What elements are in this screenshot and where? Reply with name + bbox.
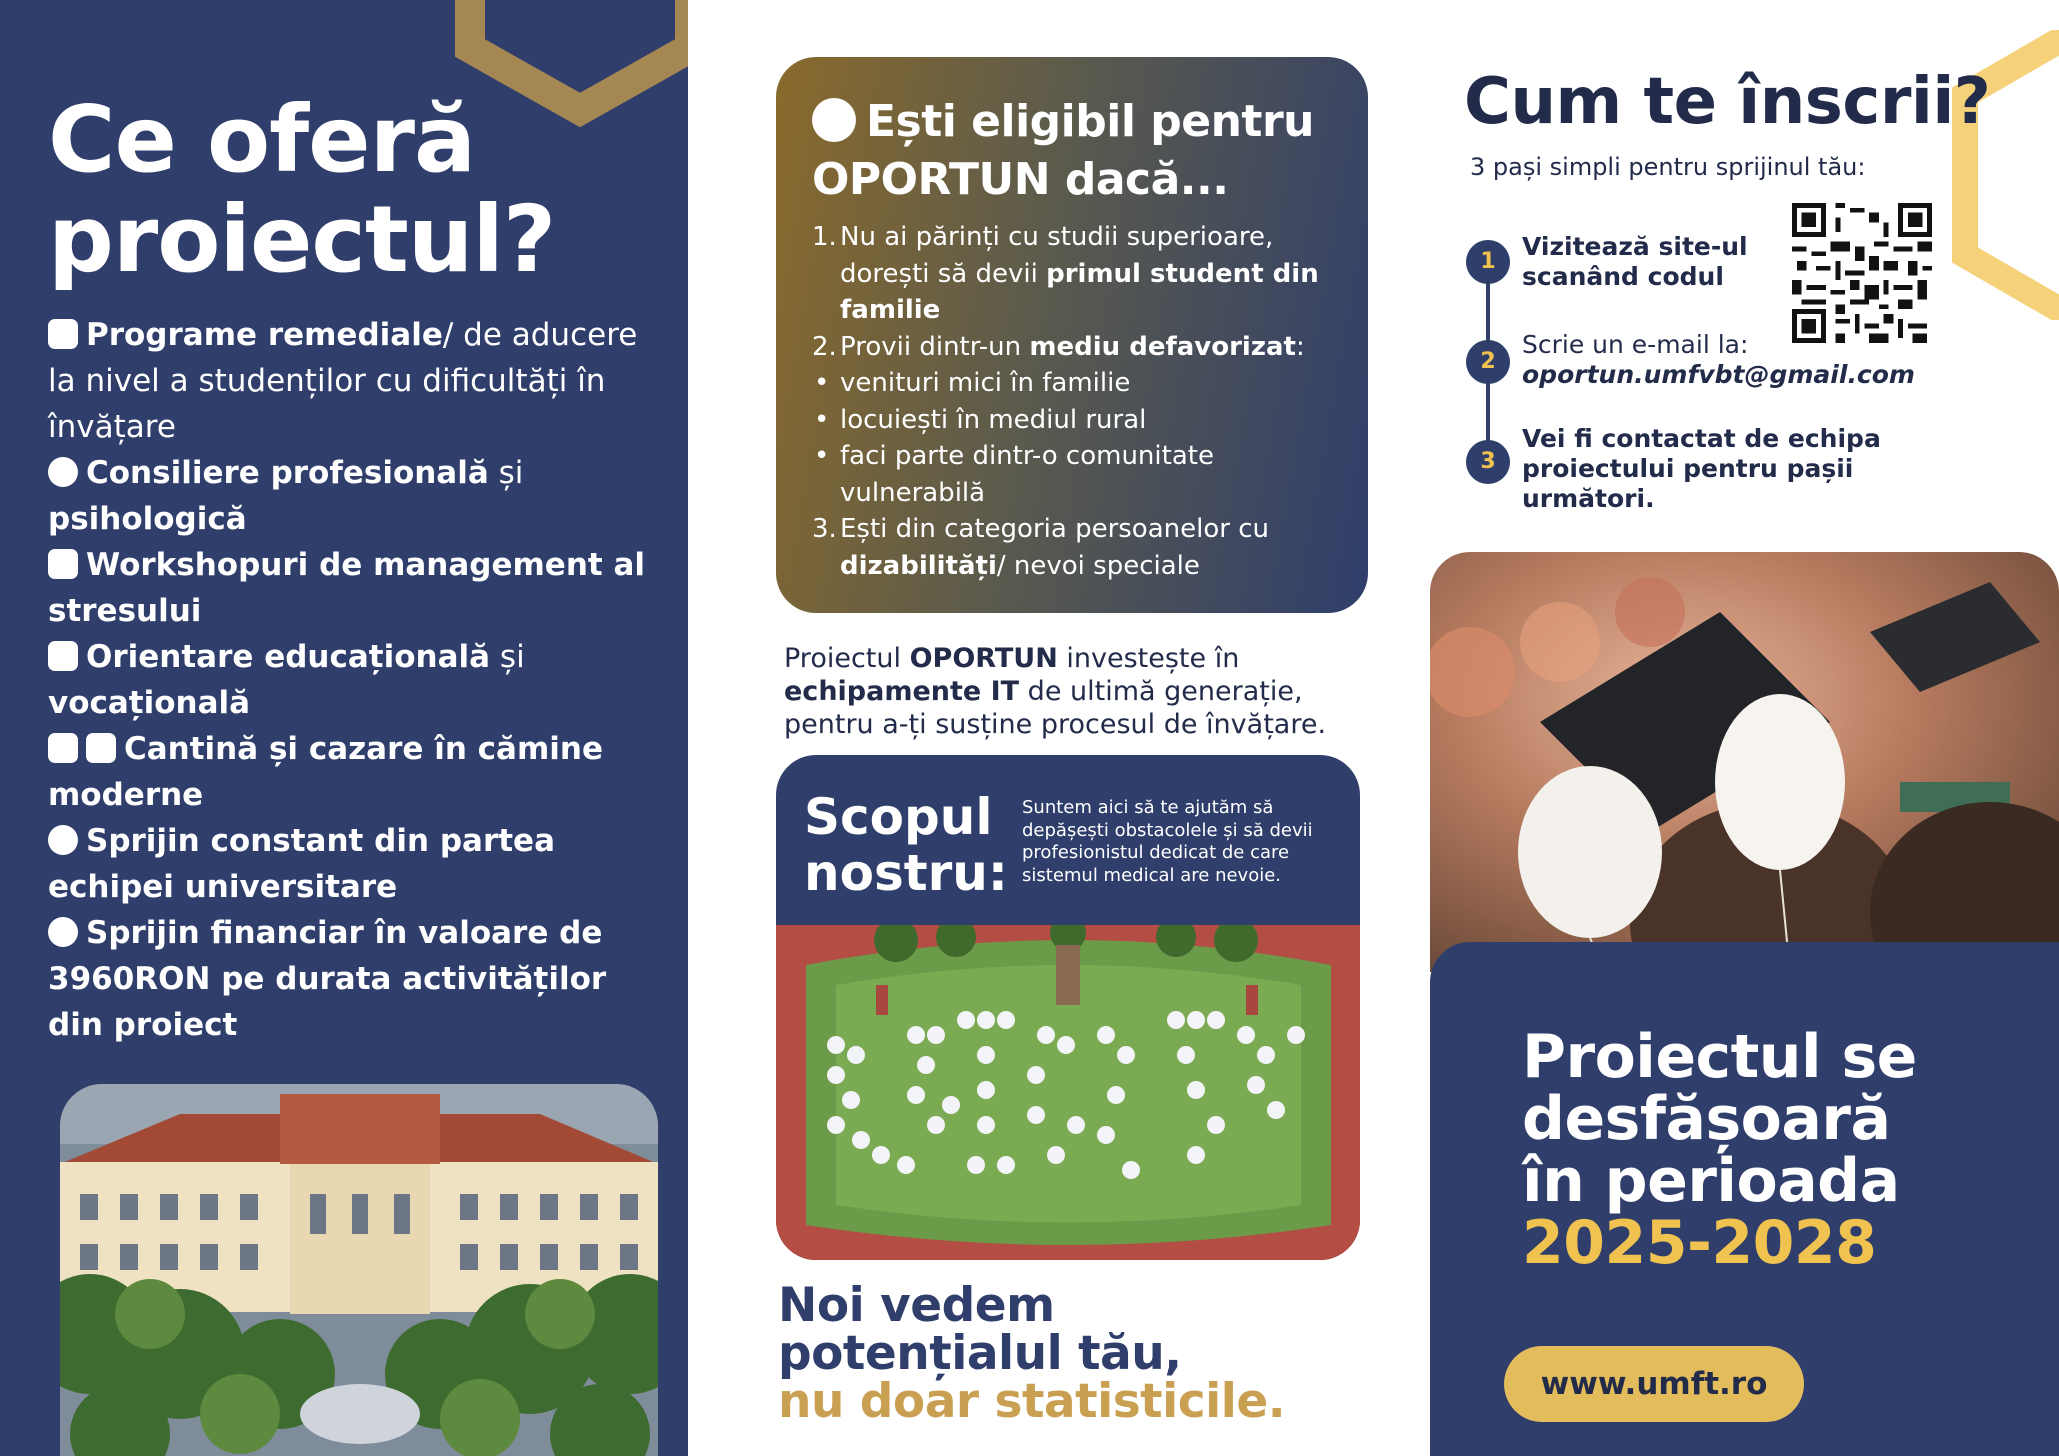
scope-title [804, 789, 1008, 901]
offer-rest: / de aducere la nivel a studenților cu dificultăți în învățare [48, 317, 638, 445]
offer-item [48, 726, 668, 818]
briefcase-icon [48, 549, 78, 579]
offers-list [48, 312, 668, 1048]
it-text-bold: OPORTUN [909, 643, 1058, 674]
item-text-bold: primul student din familie [840, 258, 1319, 325]
offer-item [48, 910, 668, 1048]
item-number: 1. [812, 222, 837, 252]
item-number: 2. [812, 331, 837, 362]
people-icon [48, 825, 78, 855]
university-building-photo [60, 1084, 658, 1456]
eligibility-card [776, 57, 1368, 613]
tagline-line3: nu doar statisticile. [778, 1374, 1286, 1429]
eligibility-list [812, 219, 1334, 584]
it-equipment-text [784, 642, 1364, 741]
step-2-badge: 2 [1466, 340, 1510, 384]
eligibility-title [812, 93, 1334, 209]
eligibility-item [812, 511, 1334, 584]
offer-bold-2: vocațională [48, 685, 251, 721]
bullet-icon: • [814, 441, 830, 471]
website-link-button[interactable]: www.umft.ro [1504, 1346, 1804, 1422]
period-card [1430, 942, 2059, 1456]
book-icon [48, 641, 78, 671]
offers-title-line2: proiectul? [48, 186, 556, 293]
circle-icon [48, 457, 78, 487]
period-text [1522, 1022, 2042, 1278]
period-line1: Proiectul se [1522, 1022, 1917, 1092]
offer-bold: Programe remediale [86, 317, 443, 353]
money-bag-icon [48, 917, 78, 947]
offer-item [48, 312, 668, 450]
period-years: 2025-2028 [1522, 1208, 1877, 1278]
offer-item [48, 634, 668, 726]
bullet-text: locuiești în mediul rural [840, 404, 1147, 435]
it-text-plain: de ultimă generație, pentru a-ți susține procesul de învățare. [784, 676, 1327, 740]
offer-bold: Workshopuri de management al stresului [48, 547, 646, 629]
house-icon [86, 733, 116, 763]
step-3-text [1522, 424, 1881, 514]
item-text-plain: / nevoi speciale [996, 550, 1200, 581]
offers-title-line1: Ce oferă [48, 86, 476, 193]
offer-item [48, 542, 668, 634]
step-3-line1: Vei fi contactat de echipa [1522, 424, 1881, 453]
item-text [840, 511, 1334, 584]
step-1-line1: Vizitează site-ul [1522, 232, 1748, 261]
eligibility-item [812, 329, 1334, 366]
scope-title-line2: nostru: [804, 844, 1008, 902]
offer-rest: și [488, 455, 524, 491]
step-1-text [1522, 232, 1748, 292]
it-text-plain: Proiectul [784, 643, 910, 674]
step-1-badge: 1 [1466, 240, 1510, 284]
bullet-icon: • [814, 404, 830, 435]
eligibility-item [812, 219, 1334, 329]
offers-title [48, 86, 668, 293]
circle-icon [812, 98, 856, 142]
eligibility-bullet [812, 365, 1334, 402]
offer-bold: Orientare educațională [86, 639, 491, 675]
period-line3: în perioada [1522, 1146, 1900, 1216]
scope-text: Suntem aici să te ajutăm să depășești obstacolele și să devii profesionistul dedicat de care sistemul medical are nevoie. [1022, 797, 1313, 886]
qr-code[interactable] [1792, 203, 1932, 343]
registration-subtitle: 3 pași simpli pentru sprijinul tău: [1470, 153, 1866, 181]
graduation-photo [1430, 552, 2059, 972]
item-text-bold: mediu defavorizat [1029, 331, 1296, 362]
step-1-line2: scanând codul [1522, 262, 1724, 291]
food-icon [48, 733, 78, 763]
left-panel [0, 0, 688, 1456]
eligibility-bullet [812, 402, 1334, 439]
bullet-text: faci parte dintr-o comunitate vulnerabilă [840, 441, 1214, 508]
period-line2: desfășoară [1522, 1084, 1891, 1154]
offer-item [48, 818, 668, 910]
scope-card [776, 755, 1360, 1260]
scope-title-line1: Scopul [804, 788, 993, 846]
bullet-text: venituri mici în familie [840, 368, 1131, 398]
item-text-bold: dizabilități [840, 550, 997, 581]
eligibility-bullet [812, 438, 1334, 511]
offer-rest: și [490, 639, 525, 675]
it-text-bold: echipamente IT [784, 676, 1020, 707]
tagline-line2: potențialul tău, [778, 1326, 1182, 1381]
tagline-line1: Noi vedem [778, 1278, 1055, 1333]
offer-bold: Consiliere profesională [86, 455, 489, 491]
step-2-line1: Scrie un e-mail la: [1522, 330, 1749, 359]
offer-bold: Sprijin constant din partea echipei universitare [48, 823, 555, 905]
bullet-icon: • [814, 368, 830, 398]
offer-bold: Cantină și cazare în cămine moderne [48, 731, 604, 813]
registration-title: Cum te înscrii? [1464, 65, 1991, 139]
eligibility-title-line2: OPORTUN dacă... [812, 154, 1229, 205]
item-number: 3. [812, 514, 837, 544]
step-3-line3: următori. [1522, 484, 1655, 513]
offer-item [48, 450, 668, 542]
it-text-plain: investește în [1057, 643, 1240, 674]
eligibility-title-line1: Ești eligibil pentru [866, 96, 1314, 147]
step-3-line2: proiectului pentru pașii [1522, 454, 1854, 483]
offer-bold: Sprijin financiar în valoare de 3960RON pe durata activităților din proiect [48, 915, 607, 1043]
item-text-plain: Nu ai părinți cu studii superioare, dorești să devii [840, 222, 1274, 289]
offer-bold-2: psihologică [48, 501, 247, 537]
students-group-photo [776, 925, 1360, 1260]
item-text-plain: Ești din categoria persoanelor cu [840, 514, 1269, 544]
item-text [840, 329, 1305, 366]
tagline [778, 1278, 1378, 1429]
contact-email-link[interactable]: oportun.umfvbt@gmail.com [1522, 360, 1915, 389]
square-icon [48, 319, 78, 349]
item-text-plain: Provii dintr-un [840, 331, 1030, 362]
step-3-badge: 3 [1466, 440, 1510, 484]
item-text [840, 219, 1334, 329]
item-text-plain: : [1295, 331, 1305, 362]
